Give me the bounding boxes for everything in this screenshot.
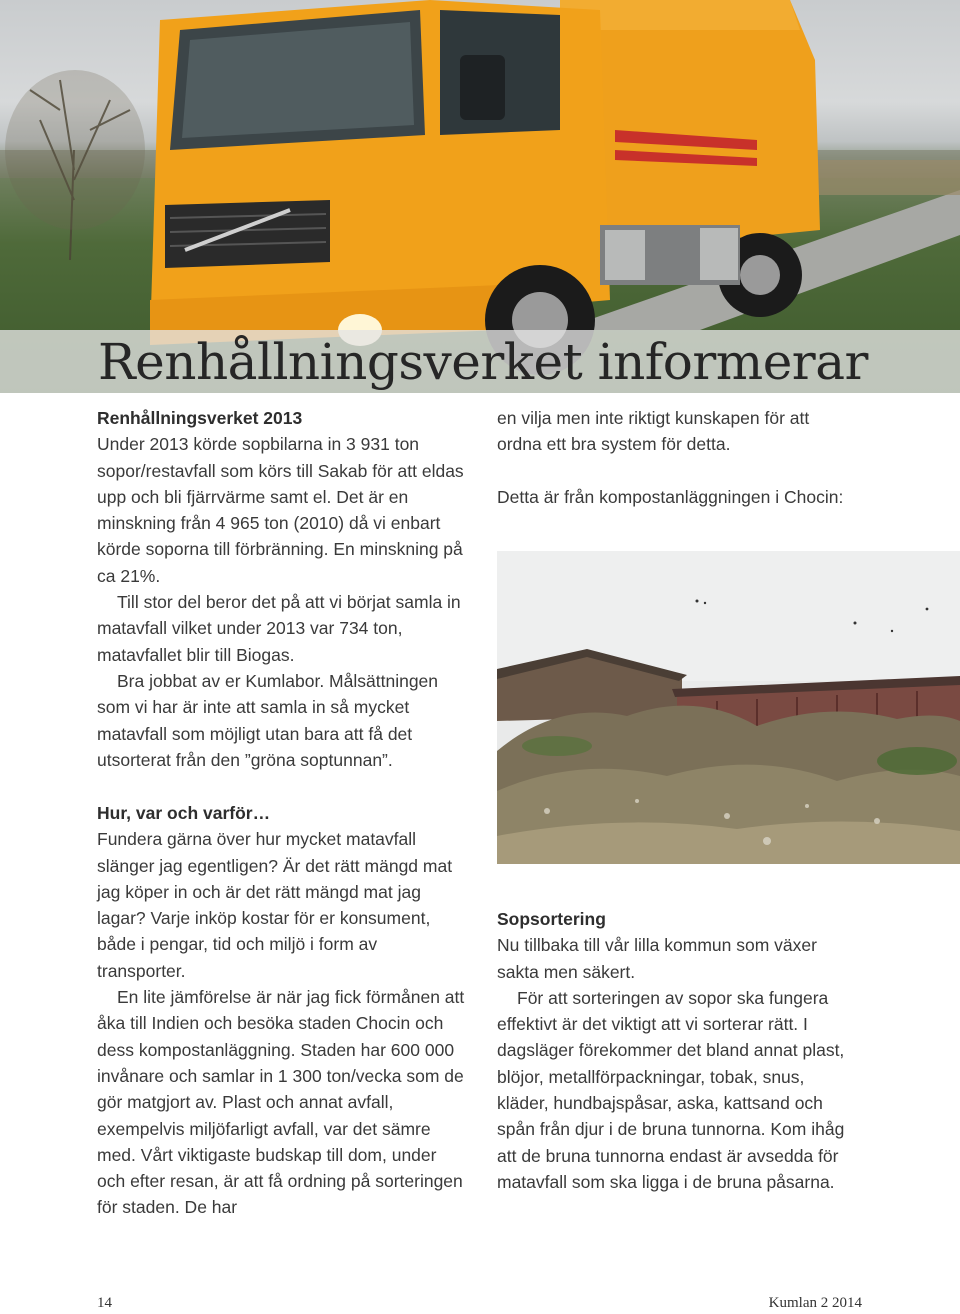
compost-facility-photo-icon — [497, 551, 960, 864]
paragraph: Till stor del beror det på att vi börjat samla in matavfall vilket under 2013 var 734 ton, matavfallet blir till Biogas. — [97, 592, 461, 665]
right-column-bottom — [497, 906, 857, 1195]
page-number: 14 — [97, 1295, 112, 1311]
section-heading: Hur, var och varför… — [97, 803, 271, 823]
section-heading: Renhållningsverket 2013 — [97, 408, 303, 428]
compost-photo — [497, 551, 960, 864]
left-column-bottom — [97, 800, 465, 1221]
paragraph: Under 2013 körde sopbilarna in 3 931 ton sopor/restavfall som körs till Sakab för att eldas upp och bli fjärrvärme samt el. Det är en minskning från 4 965 ton (2010) då vi enbart körde soporna till förbränning. En minskning på ca 21%. — [97, 434, 464, 586]
photo-caption: Detta är från kompostanläggningen i Chocin: — [497, 486, 844, 507]
right-column-top — [497, 405, 857, 510]
paragraph: Fundera gärna över hur mycket matavfall slänger jag egentligen? Är det rätt mängd mat jag köper in och är det rätt mängd mat jag lagar? Varje inköp kostar för er konsument, både i pengar, tid och miljö i form av transporter. — [97, 829, 453, 981]
page-title: Renhållningsverket informerar — [98, 333, 868, 391]
left-column-top — [97, 405, 465, 773]
paragraph: För att sorteringen av sopor ska fungera effektivt är det viktigt att vi sorterar rätt. I dagsläger förekommer det bland annat plast, blöjor, metallförpackningar, tobak, snus, kläder, hundbajspåsar, aska, kattsand och spån från djur i de bruna tunnorna. Kom ihåg att de bruna tunnorna endast är avsedda för matavfall som ska ligga i de bruna påsarna. — [497, 987, 845, 1192]
truck-photo — [0, 0, 960, 393]
paragraph: Bra jobbat av er Kumlabor. Målsättningen som vi har är inte att samla in så mycket matavfall som möjligt utan bara att få det utsorterat från den ”gröna soptunnan”. — [97, 670, 439, 770]
paragraph: En lite jämförelse är när jag fick förmånen att åka till Indien och besöka staden Chocin och dess kompostanläggning. Staden har 600 000 invånare och samlar in 1 300 ton/vecka som de gör matgjort av. Plast och annat avfall, exempelvis miljöfarligt avfall, var det sämre med. Vårt viktigaste budskap till dom, under och efter resan, är att få ordning på sorteringen för staden. De har — [97, 987, 465, 1218]
paragraph: en vilja men inte riktigt kunskapen för att ordna ett bra system för detta. — [497, 408, 810, 455]
paragraph: Nu tillbaka till vår lilla kommun som växer sakta men säkert. — [497, 935, 817, 982]
spacer — [497, 458, 857, 484]
section-heading: Sopsortering — [497, 909, 606, 929]
publication-name: Kumlan 2 2014 — [768, 1295, 862, 1311]
